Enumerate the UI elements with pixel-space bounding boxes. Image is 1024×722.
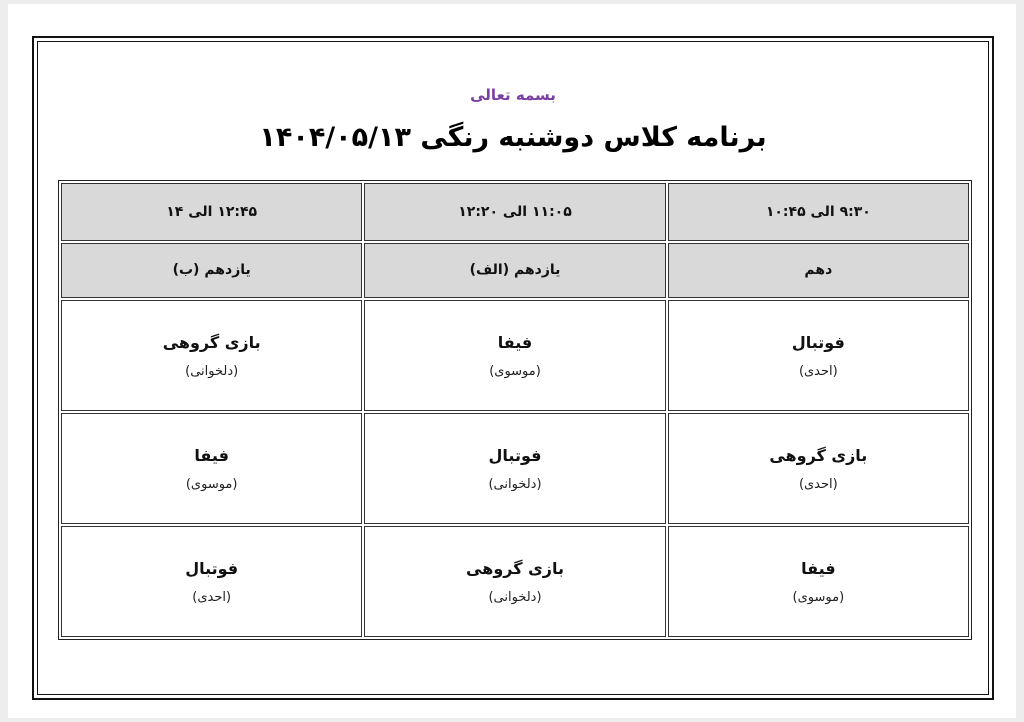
subject-name: بازی گروهی xyxy=(162,332,261,352)
document-page xyxy=(8,4,1016,718)
teacher-name: (دلخوانی) xyxy=(185,363,239,379)
class-name-cell: دهم xyxy=(668,243,969,298)
page-title: برنامه کلاس دوشنبه رنگی ۱۴۰۴/۰۵/۱۳ xyxy=(259,122,767,153)
subject-name: فیفا xyxy=(801,558,836,578)
class-name-cell: یازدهم (ب) xyxy=(61,243,362,298)
time-slot-cell: ۱۱:۰۵ الی ۱۲:۲۰ xyxy=(364,183,665,241)
schedule-table xyxy=(58,180,972,640)
page-border xyxy=(32,36,994,700)
subject-name: فوتبال xyxy=(185,558,239,578)
time-slot-row xyxy=(61,183,969,241)
teacher-name: (احدی) xyxy=(798,363,838,379)
subject-name: فوتبال xyxy=(488,445,542,465)
teacher-name: (دلخوانی) xyxy=(488,589,542,605)
class-name-cell: یازدهم (الف) xyxy=(364,243,665,298)
subject-name: فوتبال xyxy=(791,332,845,352)
class-name-row xyxy=(61,243,969,298)
schedule-cell xyxy=(364,526,665,637)
schedule-cell xyxy=(668,526,969,637)
schedule-cell xyxy=(364,413,665,524)
table-row xyxy=(61,526,969,637)
teacher-name: (احدی) xyxy=(192,589,232,605)
schedule-cell xyxy=(61,526,362,637)
bismillah-heading: بسمه تعالی xyxy=(470,86,556,104)
schedule-cell xyxy=(364,300,665,411)
subject-name: فیفا xyxy=(497,332,533,352)
table-row xyxy=(61,300,969,411)
time-slot-cell: ۹:۳۰ الی ۱۰:۴۵ xyxy=(668,183,969,241)
teacher-name: (موسوی) xyxy=(185,476,238,492)
schedule-cell xyxy=(61,413,362,524)
schedule-cell xyxy=(61,300,362,411)
subject-name: بازی گروهی xyxy=(466,558,564,578)
schedule-cell xyxy=(668,300,969,411)
subject-name: بازی گروهی xyxy=(769,445,868,465)
time-slot-cell: ۱۲:۴۵ الی ۱۴ xyxy=(61,183,362,241)
table-row xyxy=(61,413,969,524)
teacher-name: (موسوی) xyxy=(792,589,845,605)
teacher-name: (موسوی) xyxy=(489,363,541,379)
teacher-name: (احدی) xyxy=(798,476,838,492)
page-border-inner xyxy=(37,41,989,695)
teacher-name: (دلخوانی) xyxy=(488,476,542,492)
subject-name: فیفا xyxy=(194,445,229,465)
schedule-cell xyxy=(668,413,969,524)
